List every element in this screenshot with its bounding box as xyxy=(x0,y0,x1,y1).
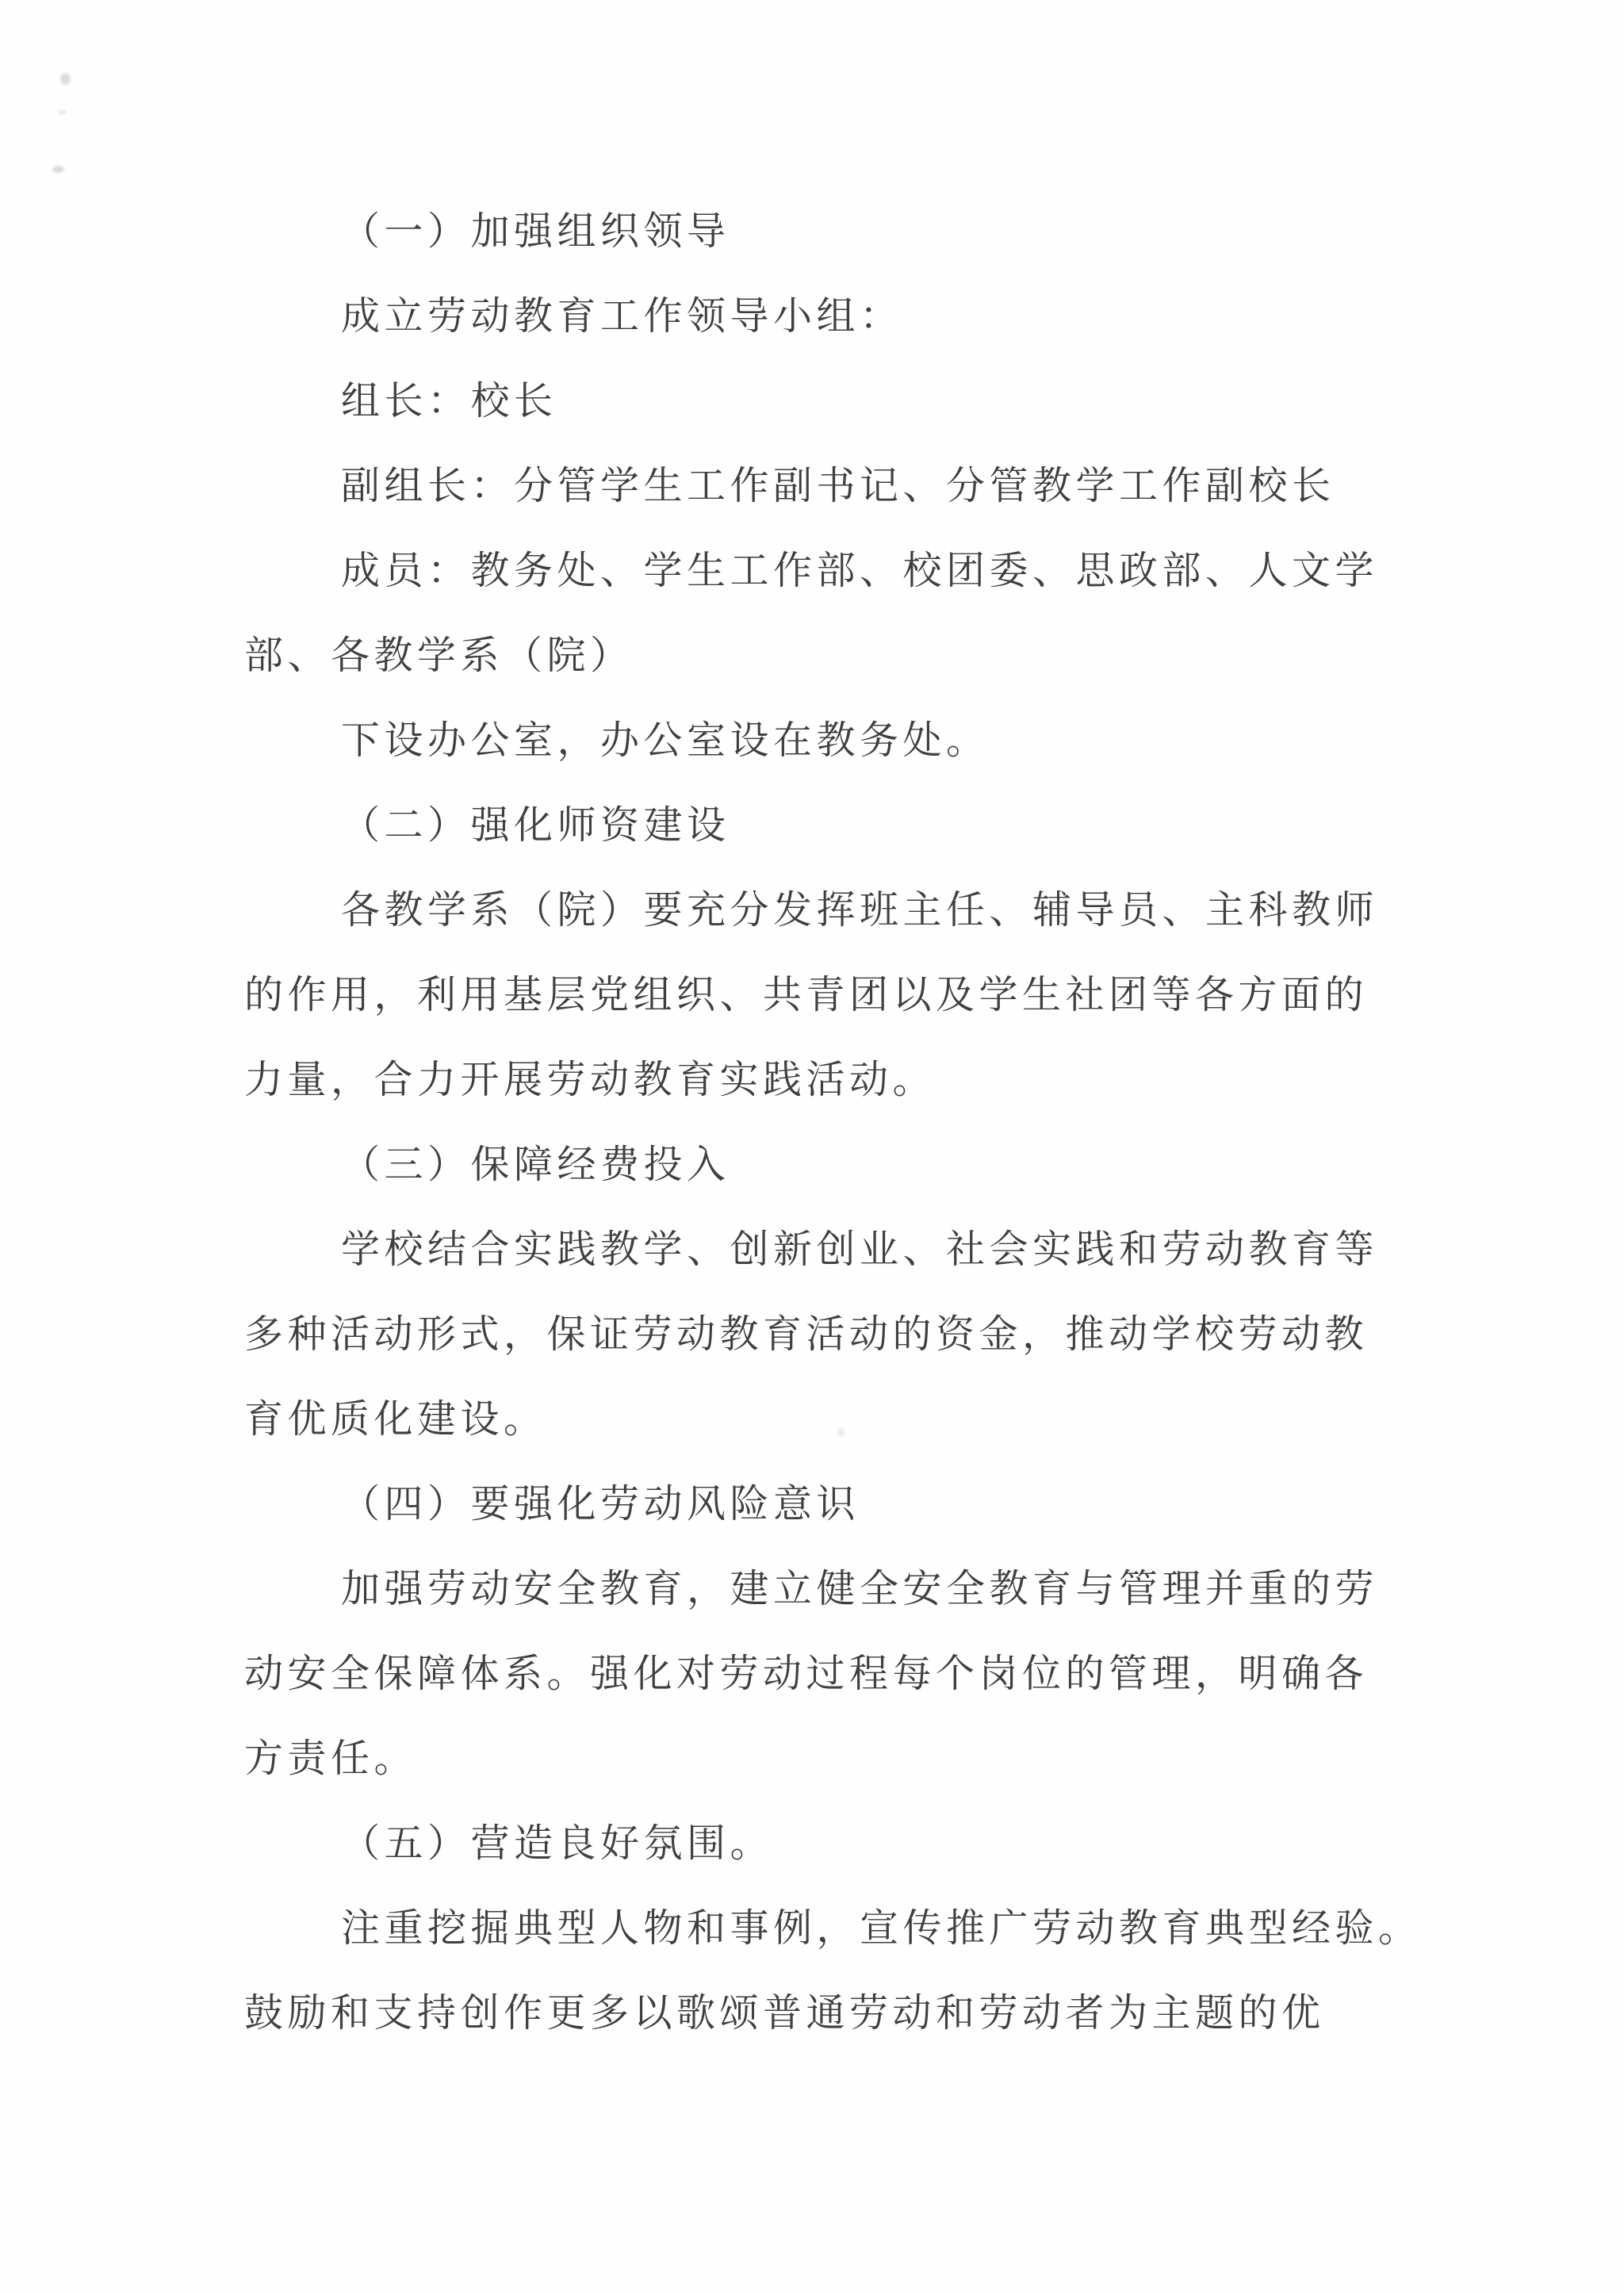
text-line: 多种活动形式，保证劳动教育活动的资金，推动学校劳动教 xyxy=(244,1312,1369,1356)
text-line: 加强劳动安全教育，建立健全安全教育与管理并重的劳 xyxy=(341,1567,1379,1610)
text-line: 注重挖掘典型人物和事例，宣传推广劳动教育典型经验。 xyxy=(341,1906,1422,1950)
text-line: （四）要强化劳动风险意识 xyxy=(341,1482,860,1526)
text-line: 成立劳动教育工作领导小组： xyxy=(341,294,903,338)
scan-artifact xyxy=(52,166,64,173)
text-line: 动安全保障体系。强化对劳动过程每个岗位的管理，明确各 xyxy=(244,1652,1369,1695)
text-line: 部、各教学系（院） xyxy=(244,634,634,677)
text-line: 各教学系（院）要充分发挥班主任、辅导员、主科教师 xyxy=(341,888,1379,932)
text-line: 下设办公室，办公室设在教务处。 xyxy=(341,718,990,762)
text-line: 方责任。 xyxy=(244,1737,418,1780)
text-line: 学校结合实践教学、创新创业、社会实践和劳动教育等 xyxy=(341,1227,1379,1271)
scan-artifact xyxy=(58,110,67,114)
text-line: 组长：校长 xyxy=(341,379,557,423)
text-line: （五）营造良好氛围。 xyxy=(341,1821,774,1865)
text-line: 的作用，利用基层党组织、共青团以及学生社团等各方面的 xyxy=(244,973,1369,1017)
text-line: 力量，合力开展劳动教育实践活动。 xyxy=(244,1058,936,1101)
text-line: （一）加强组织领导 xyxy=(341,209,730,253)
text-line: （三）保障经费投入 xyxy=(341,1143,730,1186)
scan-artifact xyxy=(60,73,71,85)
text-line: 育优质化建设。 xyxy=(244,1397,547,1441)
text-line: 成员：教务处、学生工作部、校团委、思政部、人文学 xyxy=(341,549,1379,592)
document-text xyxy=(244,189,1481,2055)
text-line: 鼓励和支持创作更多以歌颂普通劳动和劳动者为主题的优 xyxy=(244,1991,1325,2035)
text-line: 副组长：分管学生工作副书记、分管教学工作副校长 xyxy=(341,464,1335,507)
text-line: （二）强化师资建设 xyxy=(341,803,730,847)
